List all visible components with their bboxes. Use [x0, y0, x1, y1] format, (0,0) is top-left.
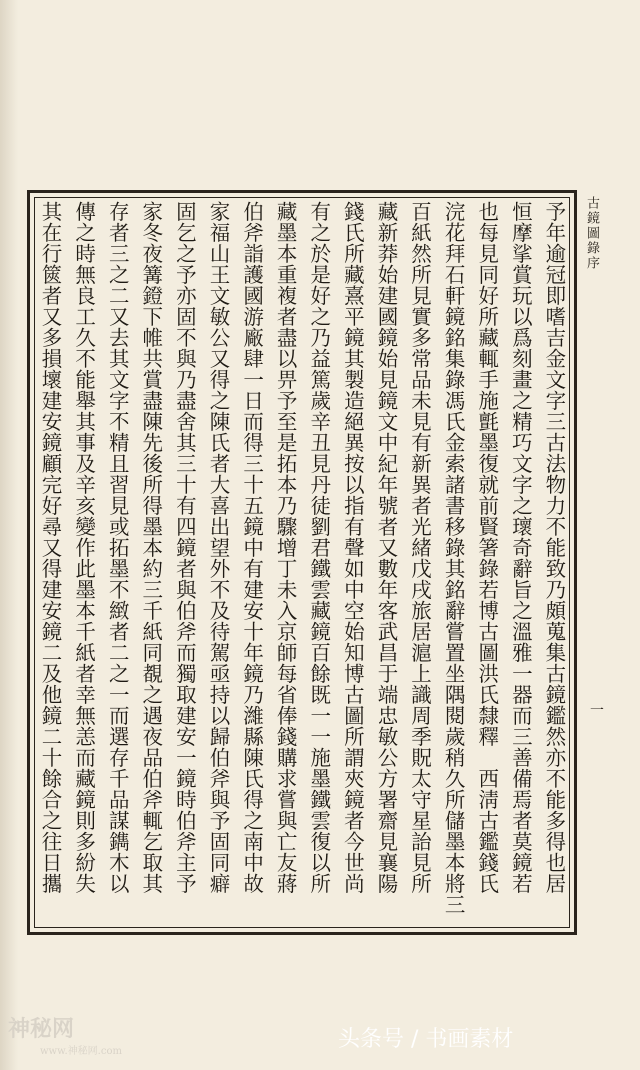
text-column: 予年逾冠即嗜吉金文字三古法物力不能致乃頗蒐集古鏡鑑然亦不能多得也居: [541, 201, 566, 894]
watermark-left-url: www.神秘网.com: [40, 1046, 122, 1057]
text-frame: [27, 190, 577, 935]
text-column: 其在行篋者又多損壞建安鏡顧完好尋又得建安鏡二及他鏡二十餘合之往日攜: [38, 201, 62, 894]
text-columns: [36, 201, 568, 926]
text-column: 存者三之二又去其文字不精且習見或拓墨不緻者二之一而選存千品謀鐫木以: [105, 201, 130, 894]
text-column: 也每見同好所藏輒手施氈墨復就前賢箸錄若博古圖洪氏隸釋 西淸古鑑錢氏: [474, 201, 499, 894]
margin-title: 古鏡圖錄序: [584, 196, 599, 271]
text-column: 藏墨本重複者盡以畀予至是拓本乃驟增丁未入京師每省俸錢購求嘗與亡友蔣: [273, 201, 298, 894]
watermark-right: 头条号 / 书画素材: [338, 1027, 514, 1052]
text-column: 浣花拜石軒鏡銘集錄馮氏金索諸書移錄其銘辭嘗置坐隅閱歲稍久所儲墨本將三: [441, 201, 466, 915]
text-column: 固乞之予亦固不與乃盡舍其三十有四鏡者與伯斧而獨取建安一鏡時伯斧主予: [172, 201, 197, 894]
text-column: 有之於是好之乃益篤歲辛丑見丹徒劉君鐵雲藏鏡百餘既一一施墨鐵雲復以所: [306, 201, 331, 894]
text-column: 家冬夜篝鐙下帷共賞盡陳先後所得墨本約三千紙同覩之遇夜品伯斧輒乞取其: [138, 201, 163, 894]
text-column: 伯斧詣護國游廠肆一日而得三十五鏡中有建安十年鏡乃濰縣陳氏得之南中故: [239, 201, 264, 894]
watermark-left: 神秘网: [8, 1016, 75, 1042]
folio-number: 一: [590, 703, 604, 719]
text-column: 恒摩挲賞玩以爲刻畫之精巧文字之瓌奇辭旨之溫雅一器而三善備焉者莫鏡若: [508, 201, 533, 894]
text-column: 家福山王文敏公又得之陳氏者大喜出望外不及待駕亟持以歸伯斧與予固同癖: [205, 201, 230, 894]
text-column: 錢氏所藏熹平鏡其製造絕異按以指有聲如中空始知博古圖所謂夾鏡者今世尚: [340, 201, 365, 894]
text-column: 百紙然所見實多常品未見有新異者光緒戊戌旅居滬上識周季貺太守星詒見所: [407, 201, 432, 894]
text-column: 藏新莽始建國鏡始見鏡文中紀年號者又數年客武昌于端忠敏公方署齋見襄陽: [373, 201, 398, 894]
text-column: 傳之時無良工久不能舉其事及辛亥變作此墨本千紙者幸無恙而藏鏡則多紛失: [71, 201, 96, 894]
page-gutter-shadow: [0, 0, 18, 1070]
